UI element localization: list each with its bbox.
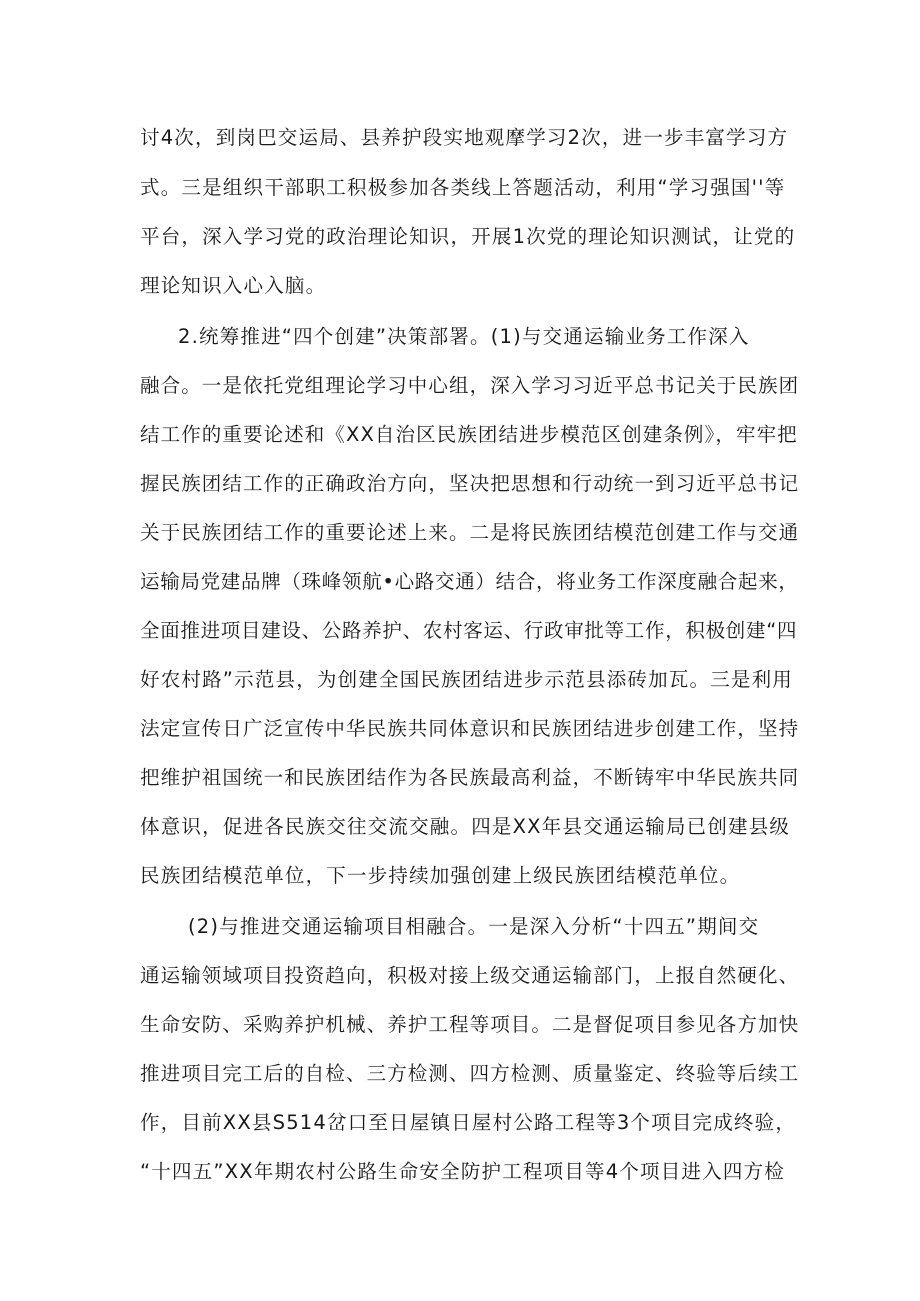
text-line: 握民族团结工作的正确政治方向，坚决把思想和行动统一到习近平总书记 — [140, 472, 800, 495]
text-line: 2.统筹推进“四个创建”决策部署。(1)与交通运输业务工作深入 — [178, 325, 750, 348]
text-line: 全面推进项目建设、公路养护、农村客运、行政审批等工作，积极创建“四 — [140, 619, 798, 642]
text-line: 结工作的重要论述和《XX自治区民族团结进步模范区创建条例》，牢牢把 — [140, 423, 798, 446]
text-line: 把维护祖国统一和民族团结作为各民族最高利益，不断铸牢中华民族共同 — [140, 766, 800, 789]
text-line: 作，目前XX县S514岔口至日屋镇日屋村公路工程等3个项目完成终验， — [140, 1111, 797, 1134]
text-line: 体意识，促进各民族交往交流交融。四是XX年县交通运输局已创建县级 — [140, 815, 791, 838]
text-line: 好农村路”示范县，为创建全国民族团结进步示范县添砖加瓦。三是利用 — [140, 668, 794, 691]
text-line: 通运输领域项目投资趋向，积极对接上级交通运输部门，上报自然硬化、 — [140, 964, 800, 987]
text-line: 民族团结模范单位，下一步持续加强创建上级民族团结模范单位。 — [140, 864, 741, 887]
text-line: 式。三是组织干部职工积极参加各类线上答题活动，利用“学习强国''等 — [140, 176, 786, 199]
text-line: 关于民族团结工作的重要论述上来。二是将民族团结模范创建工作与交通 — [140, 521, 800, 544]
text-line: “十四五”XX年期农村公路生命安全防护工程项目等4个项目进入四方检 — [140, 1160, 785, 1183]
text-line: 理论知识入心入脑。 — [140, 274, 327, 297]
text-line: 平台，深入学习党的政治理论知识，开展1次党的理论知识测试，让党的 — [140, 225, 796, 248]
text-line: 运输局党建品牌（珠峰领航•心路交通）结合，将业务工作深度融合起来， — [140, 570, 799, 593]
text-line: 讨4次，到岗巴交运局、县养护段实地观摩学习2次，进一步丰富学习方 — [140, 126, 789, 149]
text-line: 生命安防、采购养护机械、养护工程等项目。二是督促项目参见各方加快 — [140, 1013, 800, 1036]
text-line: (2)与推进交通运输项目相融合。一是深入分析“十四五”期间交 — [188, 915, 760, 938]
text-line: 融合。一是依托党组理论学习中心组，深入学习习近平总书记关于民族团 — [140, 374, 800, 397]
text-line: 推进项目完工后的自检、三方检测、四方检测、质量鉴定、终验等后续工 — [140, 1062, 800, 1085]
text-line: 法定宣传日广泛宣传中华民族共同体意识和民族团结进步创建工作，坚持 — [140, 717, 800, 740]
